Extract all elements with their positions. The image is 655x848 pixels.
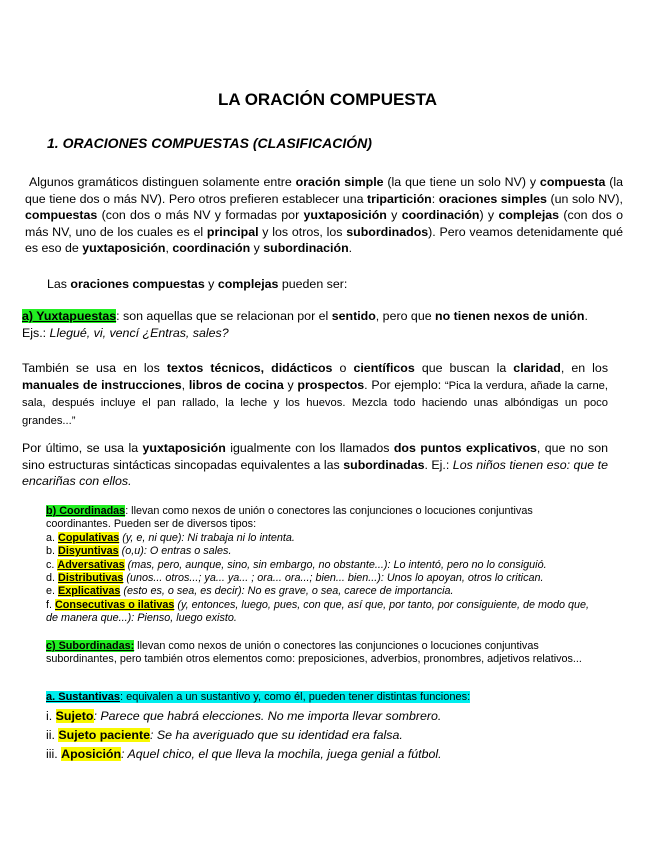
intro-term: compuestas [25, 208, 98, 222]
item-detail: (y, entonces, luego, pues, con que, así que, por tanto, por consiguiente, de modo que, de manera que...): Pienso, luego existo. [46, 598, 589, 625]
yux-text: : son aquellas que se relacionan por el [116, 309, 332, 323]
coordinadas-item [46, 599, 591, 626]
item-label: Sujeto paciente [58, 728, 150, 742]
item-detail: (mas, pero, aunque, sino, sin embargo, no obstante...): Lo intentó, pero no lo consiguió. [124, 558, 547, 571]
section-heading: 1. ORACIONES COMPUESTAS (CLASIFICACIÓN) [47, 135, 372, 151]
yuxtapuestas-paragraph [22, 308, 608, 341]
tec-term: manuales de instrucciones [22, 377, 182, 392]
coordinadas-label: b) Coordinadas [46, 505, 126, 517]
coordinadas-item [46, 559, 591, 572]
item-prefix: iii. [46, 747, 62, 761]
intro-text: (la que tiene un solo NV) y [383, 175, 540, 189]
intro-term: subordinación [263, 241, 349, 255]
item-prefix: f. [46, 598, 55, 611]
intro-text: . [348, 241, 353, 255]
item-detail: (y, e, ni que): Ni trabaja ni lo intenta. [119, 531, 295, 544]
item-prefix: e. [46, 585, 59, 598]
intro-text: (la que tiene dos o más NV). Pero otros prefieren establecer una [25, 175, 623, 206]
ult-text: Por último, se usa la [22, 441, 143, 455]
intro-text: Algunos gramáticos distinguen solamente entre [29, 175, 296, 189]
intro-text: : [431, 191, 439, 206]
lead-term: oraciones compuestas [70, 277, 205, 291]
lead-text: pueden ser: [278, 277, 348, 291]
item-label: Aposición [61, 747, 122, 761]
tec-text: , en los [560, 361, 609, 375]
ult-example: Los niños tienen eso: que te encariñas con ellos. [22, 457, 608, 488]
coordinadas-section [46, 505, 591, 626]
sustantivas-heading [46, 690, 606, 704]
sustantivas-text: : equivalen a un sustantivo y, como él, pueden tener distintas funciones: [119, 691, 471, 703]
intro-term: yuxtaposición [82, 241, 166, 255]
intro-text: , [165, 241, 173, 255]
tec-text: . Por ejemplo: [364, 377, 445, 392]
yux-example: Llegué, vi, vencí ¿Entras, sales? [49, 325, 229, 340]
item-prefix: ii. [46, 728, 59, 742]
item-prefix: i. [46, 709, 56, 723]
tec-text: y [283, 377, 298, 392]
item-prefix: a. [46, 531, 59, 544]
subordinadas-paragraph [46, 640, 591, 667]
ult-term: yuxtaposición [142, 441, 226, 455]
intro-term: tripartición [367, 191, 432, 206]
item-example: : Se ha averiguado que su identidad era falsa. [149, 728, 403, 742]
tec-text: o [332, 361, 354, 375]
page-title: LA ORACIÓN COMPUESTA [217, 90, 438, 109]
yuxtapuestas-label: a) Yuxtapuestas [22, 309, 117, 323]
subordinadas-text: llevan como nexos de unión o conectores las conjunciones o locuciones conjuntivas subordinantes, pero también otros elementos como: preposiciones, adverbios, pronombres, adjetivos relativos... [46, 640, 582, 666]
item-prefix: c. [46, 558, 58, 571]
intro-term: yuxtaposición [303, 208, 387, 222]
ult-text: igualmente con los llamados [225, 441, 394, 455]
item-detail: (esto es, o sea, es decir): No es grave, o sea, carece de importancia. [120, 585, 454, 598]
tec-term: prospectos [297, 377, 365, 392]
intro-term: coordinación [401, 208, 480, 222]
lead-term: complejas [217, 277, 279, 291]
intro-term: compuesta [539, 175, 606, 189]
yux-text: . [584, 309, 588, 323]
coordinadas-item [46, 545, 591, 558]
tec-term: claridad [513, 361, 561, 375]
yux-term: no tienen nexos de unión [435, 309, 585, 323]
sustantivas-list [46, 707, 606, 764]
ult-term: dos puntos explicativos [393, 441, 537, 455]
intro-text: y [250, 241, 264, 255]
yux-term: sentido [331, 309, 376, 323]
sustantivas-item [46, 745, 606, 764]
item-prefix: b. [46, 545, 59, 558]
intro-paragraph [25, 174, 623, 257]
tec-text: También se usa en los [22, 361, 167, 375]
sustantivas-item [46, 726, 606, 745]
item-label: Sujeto [55, 709, 94, 723]
ult-text: , que no son sino estructuras sintácticas sincopadas equivalentes a las [22, 441, 608, 472]
item-label: Adversativas [57, 558, 125, 571]
intro-text: y los otros, los [258, 224, 347, 239]
subordinadas-label: c) Subordinadas: [46, 640, 135, 652]
sustantivas-line [46, 691, 470, 703]
coordinadas-item [46, 572, 591, 585]
item-label: Disyuntivas [58, 545, 119, 558]
item-example: : Parece que habrá elecciones. No me importa llevar sombrero. [93, 709, 442, 723]
item-detail: (o,u): O entras o sales. [118, 545, 232, 558]
intro-term: oración simple [295, 175, 384, 189]
lead-text: Las [47, 277, 71, 291]
coordinadas-item [46, 585, 591, 598]
item-detail: (unos... otros...; ya... ya... ; ora... ora...; bien... bien...): Unos lo apoyan, otros lo critican. [123, 572, 544, 585]
ult-term: subordinadas [343, 457, 425, 472]
intro-text: ). Pero veamos detenidamente qué es eso de [25, 224, 623, 255]
intro-term: complejas [498, 208, 560, 222]
coordinadas-intro: : llevan como nexos de unión o conectores las conjunciones o locuciones conjuntivas coordinantes. Pueden ser de diversos tipos: [46, 505, 533, 531]
intro-term: subordinados [346, 224, 429, 239]
ult-text: . Ej.: [424, 457, 453, 472]
intro-text: (con dos o más NV y formadas por [97, 208, 304, 222]
tec-term: libros de cocina [188, 377, 284, 392]
tec-term: textos técnicos, didácticos [166, 361, 333, 375]
tec-text: , [181, 377, 189, 392]
intro-term: coordinación [172, 241, 251, 255]
item-prefix: d. [46, 572, 59, 585]
item-label: Explicativas [58, 585, 121, 598]
item-label: Distributivas [58, 572, 124, 585]
intro-text: (un solo NV), [546, 191, 623, 206]
tecnicos-paragraph [22, 360, 608, 429]
yux-text: Ejs.: [22, 325, 50, 340]
ultimo-paragraph [22, 440, 608, 490]
intro-term: oraciones simples [438, 191, 547, 206]
item-example: : Aquel chico, el que lleva la mochila, juega genial a fútbol. [121, 747, 442, 761]
tec-term: científicos [353, 361, 415, 375]
intro-text: y [386, 208, 402, 222]
tec-text: que buscan la [414, 361, 514, 375]
intro-text: (con dos o más NV, uno de los cuales es el [25, 208, 623, 239]
lead-text: y [204, 277, 218, 291]
coordinadas-item [46, 532, 591, 545]
lead-sentence [47, 276, 347, 293]
sustantivas-label: a. Sustantivas [46, 691, 120, 703]
sustantivas-item [46, 707, 606, 726]
yux-text: , pero que [375, 309, 436, 323]
intro-text: ) y [479, 208, 499, 222]
item-label: Consecutivas o ilativas [55, 598, 175, 611]
item-label: Copulativas [58, 531, 120, 544]
intro-term: principal [206, 224, 259, 239]
tec-quote: “Pica la verdura, añade la carne, sala, después incluye el pan rallado, la leche y los huevos. Mezcla todo haciendo unas albóndigas un poco grandes...” [22, 379, 608, 427]
